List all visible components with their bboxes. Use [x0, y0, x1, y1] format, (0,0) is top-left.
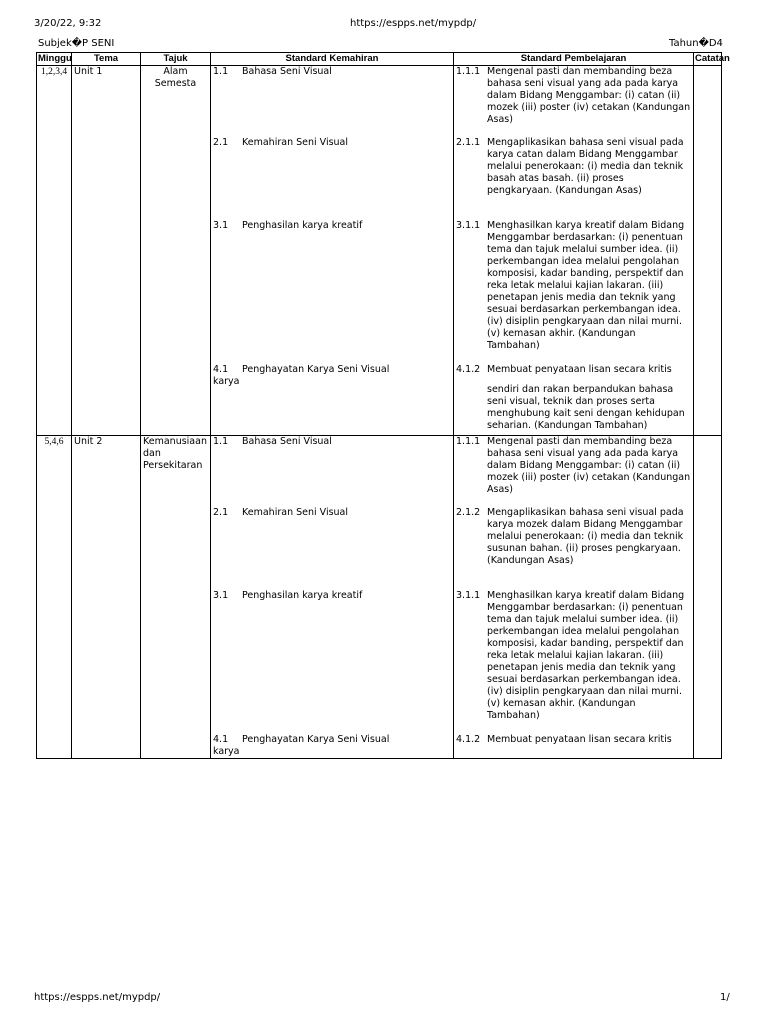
- sk-number: 4.1: [213, 734, 229, 745]
- sp-text: Membuat penyataan lisan secara kritis: [487, 734, 672, 745]
- sp-item: [456, 137, 691, 220]
- sk-number: 3.1: [213, 220, 229, 231]
- col-header-catatan: Catatan: [695, 53, 730, 64]
- sk-item: [213, 364, 403, 388]
- table-row: [37, 66, 722, 436]
- sk-item: [213, 137, 451, 220]
- sk-item: [213, 220, 451, 364]
- page-number: 1/: [720, 992, 730, 1003]
- col-header-tajuk: Tajuk: [141, 53, 211, 66]
- sk-text: Penghayatan Karya Seni Visual karya: [213, 364, 390, 387]
- sp-text: Mengaplikasikan bahasa seni visual pada karya mozek dalam Bidang Menggambar melalui penerokaan: (i) media dan teknik susunan bahan. (ii) proses pengkaryaan. (Kandungan Asas): [487, 507, 684, 566]
- sk-text: Bahasa Seni Visual: [242, 436, 332, 447]
- sp-item: [456, 220, 691, 364]
- table-row: [37, 436, 722, 759]
- sp-item: [456, 507, 691, 590]
- sk-number: 1.1: [213, 436, 229, 447]
- sk-number: 4.1: [213, 364, 229, 375]
- table-header-row: [37, 53, 722, 66]
- sk-item: [213, 590, 451, 734]
- standard-pembelajaran-cell: [454, 66, 694, 436]
- sp-text: Mengaplikasikan bahasa seni visual pada karya catan dalam Bidang Menggambar melalui penerokaan: (i) media dan teknik basah atas basah. (ii) proses pengkaryaan. (Kandungan Asas): [487, 137, 684, 196]
- subject-label: Subjek�P SENI: [38, 38, 115, 49]
- minggu-cell: 1,2,3,4: [37, 66, 72, 436]
- standard-pembelajaran-cell: [454, 436, 694, 759]
- sk-item: [213, 66, 451, 137]
- sk-text: Bahasa Seni Visual: [242, 66, 332, 77]
- sk-text: Penghasilan karya kreatif: [242, 590, 363, 601]
- tema-cell: Unit 1: [72, 66, 141, 436]
- sp-number: 3.1.1: [456, 220, 481, 231]
- sp-item: [456, 436, 691, 507]
- sp-item: [456, 66, 691, 137]
- tajuk-cell: Alam Semesta: [141, 66, 211, 436]
- print-datetime: 3/20/22, 9:32: [34, 18, 102, 29]
- sk-number: 2.1: [213, 507, 229, 518]
- sp-text: Mengenal pasti dan membanding beza bahasa seni visual yang ada pada karya dalam Bidang Menggambar: (i) catan (ii) mozek (iii) poster (iv) cetakan (Kandungan Asas): [487, 66, 691, 125]
- sp-number: 2.1.2: [456, 507, 481, 518]
- sp-text: Membuat penyataan lisan secara kritis: [487, 364, 672, 375]
- col-header-tema: Tema: [72, 53, 141, 66]
- sk-number: 3.1: [213, 590, 229, 601]
- print-url-footer: https://espps.net/mypdp/: [34, 992, 161, 1003]
- sk-text: Kemahiran Seni Visual: [242, 137, 349, 148]
- sp-number: 1.1.1: [456, 436, 481, 447]
- sp-text: sendiri dan rakan berpandukan bahasa seni visual, teknik dan proses serta menghubung kait seni dengan kehidupan seharian. (Kandungan Tambahan): [487, 384, 685, 431]
- standard-kemahiran-cell: [211, 436, 454, 759]
- col-header-minggu: Minggu: [38, 53, 72, 64]
- sk-item: [213, 436, 451, 507]
- sk-item: [213, 734, 403, 758]
- sp-number: 2.1.1: [456, 137, 481, 148]
- sk-number: 2.1: [213, 137, 229, 148]
- sk-text: Penghayatan Karya Seni Visual karya: [213, 734, 390, 757]
- col-header-standard-pembelajaran: Standard Pembelajaran: [454, 53, 694, 66]
- sp-item: [456, 364, 691, 384]
- sp-text: Menghasilkan karya kreatif dalam Bidang Menggambar berdasarkan: (i) penentuan tema dan tajuk melalui sumber idea. (ii) perkembangan idea melalui pengolahan komposisi, kadar banding, perspektif dan reka letak melalui kajian lakaran. (iii) penetapan jenis media dan teknik yang sesuai berdasarkan perkembangan idea. (iv) disiplin pengkaryaan dan nilai murni. (v) kemasan akhir. (Kandungan Tambahan): [487, 590, 685, 721]
- sp-item: [456, 590, 691, 734]
- tema-cell: Unit 2: [72, 436, 141, 759]
- sk-text: Kemahiran Seni Visual: [242, 507, 349, 518]
- sk-item: [213, 507, 451, 590]
- sk-text: Penghasilan karya kreatif: [242, 220, 363, 231]
- sp-continuation: [456, 384, 691, 432]
- col-header-standard-kemahiran: Standard Kemahiran: [211, 53, 454, 66]
- print-url-header: https://espps.net/mypdp/: [350, 18, 477, 29]
- standard-kemahiran-cell: [211, 66, 454, 436]
- sp-number: 4.1.2: [456, 364, 481, 375]
- sp-number: 1.1.1: [456, 66, 481, 77]
- catatan-cell: [694, 436, 722, 759]
- catatan-cell: [694, 66, 722, 436]
- lesson-plan-table: [36, 52, 730, 759]
- sp-number: 4.1.2: [456, 734, 481, 745]
- sp-item: [456, 734, 691, 746]
- tajuk-cell: Kemanusiaan dan Persekitaran: [141, 436, 211, 759]
- sk-number: 1.1: [213, 66, 229, 77]
- sp-text: Mengenal pasti dan membanding beza bahasa seni visual yang ada pada karya dalam Bidang Menggambar: (i) catan (ii) mozek (iii) poster (iv) cetakan (Kandungan Asas): [487, 436, 691, 495]
- sp-number: 3.1.1: [456, 590, 481, 601]
- minggu-cell: 5,4,6: [37, 436, 72, 759]
- sp-text: Menghasilkan karya kreatif dalam Bidang Menggambar berdasarkan: (i) penentuan tema dan tajuk melalui sumber idea. (ii) perkembangan idea melalui pengolahan komposisi, kadar banding, perspektif dan reka letak melalui kajian lakaran. (iii) penetapan jenis media dan teknik yang sesuai berdasarkan perkembangan idea. (iv) disiplin pengkaryaan dan nilai murni. (v) kemasan akhir. (Kandungan Tambahan): [487, 220, 685, 351]
- year-label: Tahun�D4: [669, 38, 723, 49]
